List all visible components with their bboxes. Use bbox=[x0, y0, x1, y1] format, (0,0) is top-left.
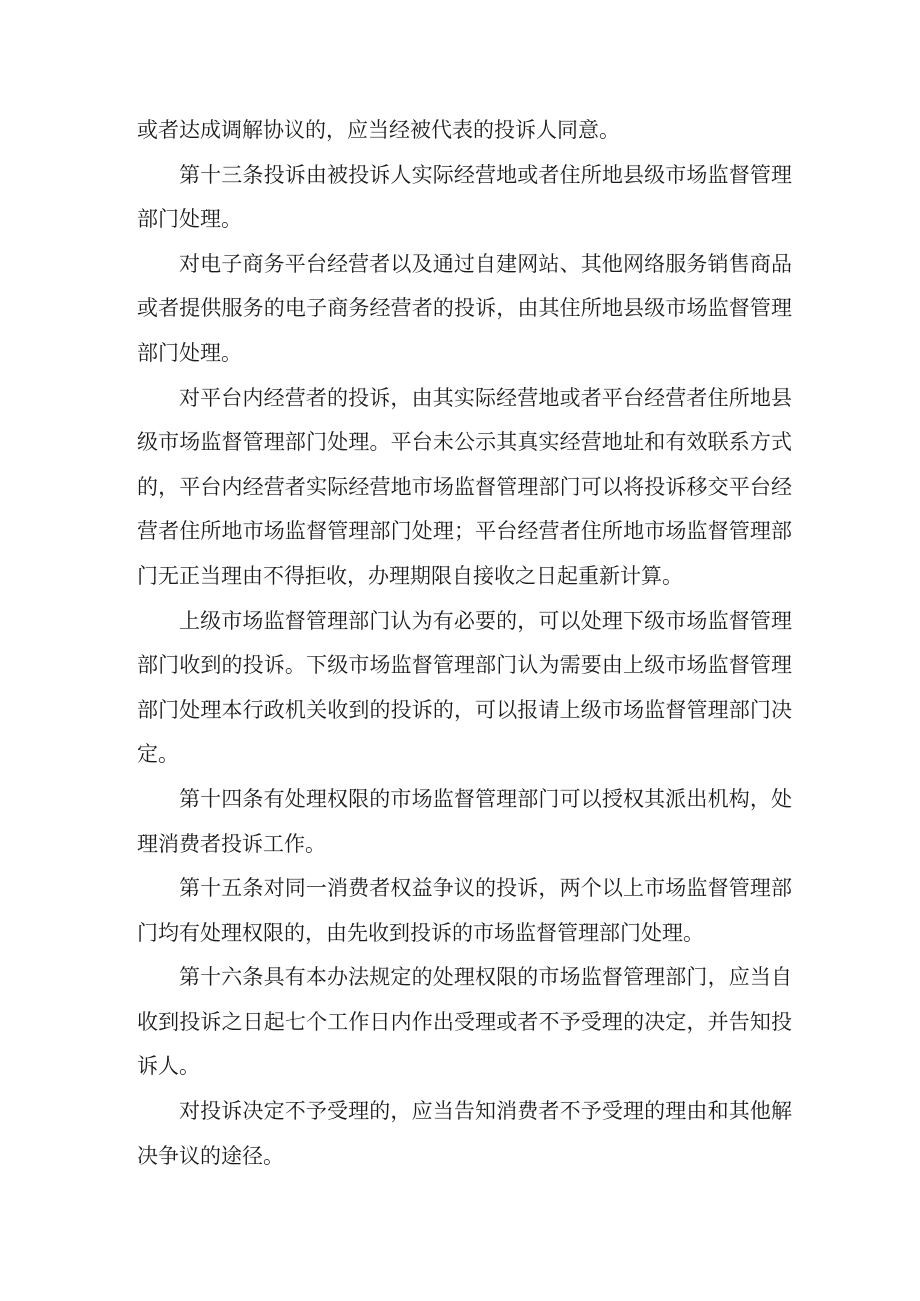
paragraph-ecommerce-platform: 对电子商务平台经营者以及通过自建网站、其他网络服务销售商品或者提供服务的电子商务经营者的投诉，由其住所地县级市场监督管理部门处理。 bbox=[137, 251, 792, 365]
document-body bbox=[137, 108, 792, 1178]
paragraph-superior-department: 上级市场监督管理部门认为有必要的，可以处理下级市场监督管理部门收到的投诉。下级市场监督管理部门认为需要由上级市场监督管理部门处理本行政机关收到的投诉的，可以报请上级市场监督管理部门决定。 bbox=[137, 608, 792, 767]
paragraph-article-16: 第十六条具有本办法规定的处理权限的市场监督管理部门，应当自收到投诉之日起七个工作日内作出受理或者不予受理的决定，并告知投诉人。 bbox=[137, 965, 792, 1079]
paragraph-continuation: 或者达成调解协议的，应当经被代表的投诉人同意。 bbox=[137, 118, 620, 142]
paragraph-not-accepted: 对投诉决定不予受理的，应当告知消费者不予受理的理由和其他解决争议的途径。 bbox=[137, 1099, 792, 1168]
paragraph-article-13: 第十三条投诉由被投诉人实际经营地或者住所地县级市场监督管理部门处理。 bbox=[137, 162, 792, 232]
paragraph-in-platform-operator: 对平台内经营者的投诉，由其实际经营地或者平台经营者住所地县级市场监督管理部门处理。平台未公示其真实经营地址和有效联系方式的，平台内经营者实际经营地市场监督管理部门可以将投诉移交平台经营者住所地市场监督管理部门处理；平台经营者住所地市场监督管理部门无正当理由不得拒收，办理期限自接收之日起重新计算。 bbox=[137, 385, 792, 588]
paragraph-article-14: 第十四条有处理权限的市场监督管理部门可以授权其派出机构，处理消费者投诉工作。 bbox=[137, 786, 792, 856]
paragraph-article-15: 第十五条对同一消费者权益争议的投诉，两个以上市场监督管理部门均有处理权限的，由先收到投诉的市场监督管理部门处理。 bbox=[137, 876, 792, 945]
